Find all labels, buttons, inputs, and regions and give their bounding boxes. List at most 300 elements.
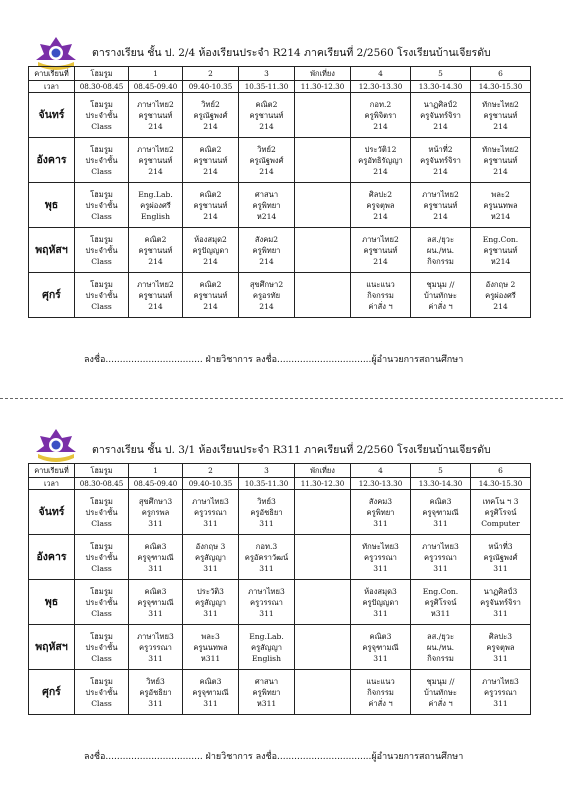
cell-line: ชุมนุม // [426, 279, 455, 289]
class-cell [129, 228, 183, 273]
cell-line: กิจกรรม [427, 653, 454, 663]
cell-line: ครูวรรณา [424, 552, 457, 562]
cell-line: 311 [259, 608, 274, 618]
cell-line: ประจำชั้น [85, 552, 118, 562]
cell-line: 311 [373, 608, 388, 618]
cell-line: 311 [148, 698, 163, 708]
cell-line: Class [91, 166, 112, 176]
class-cell [471, 535, 531, 580]
cell-line: ประวัติ3 [196, 586, 224, 596]
class-cell [75, 228, 129, 273]
day-name: จันทร์ [29, 490, 75, 535]
cell-line: ประจำชั้น [85, 200, 118, 210]
cell-line: ครูผ่องศรี [140, 200, 171, 210]
class-cell [471, 490, 531, 535]
day-row [29, 580, 531, 625]
cell-line: ประจำชั้น [85, 642, 118, 652]
cell-line: 214 [203, 121, 218, 131]
header-cell: พักเที่ยง [295, 67, 351, 81]
cell-line: กิจกรรม [367, 687, 394, 697]
day-name: จันทร์ [29, 93, 75, 138]
class-cell [239, 183, 295, 228]
cell-line: ประจำชั้น [85, 245, 118, 255]
cell-line: แนะแนว [366, 676, 395, 686]
time-cell: 08.45-09.40 [129, 81, 183, 93]
class-cell [351, 490, 411, 535]
cell-line: ทักษะไทย2 [482, 99, 519, 109]
time-cell: 08.30-08.45 [75, 478, 129, 490]
time-cell: 09.40-10.35 [183, 81, 239, 93]
header-row [29, 464, 531, 478]
cell-line: 311 [148, 563, 163, 573]
cell-line: ครูวรรณา [250, 597, 283, 607]
header-cell: 6 [471, 67, 531, 81]
class-cell [411, 535, 471, 580]
header-cell: 2 [183, 464, 239, 478]
cell-line: ครูนนทพล [483, 200, 518, 210]
cell-line: ครูจุฑามณี [422, 507, 459, 517]
time-cell: 14.30-15.30 [471, 478, 531, 490]
day-name: ศุกร์ [29, 273, 75, 318]
cell-line: สังคม3 [368, 496, 393, 506]
cell-line: 214 [493, 121, 508, 131]
header-cell: คาบเรียนที่ [29, 67, 75, 81]
class-cell [239, 625, 295, 670]
cell-line: 214 [148, 256, 163, 266]
cell-line: 311 [433, 518, 448, 528]
time-cell: เวลา [29, 81, 75, 93]
cell-line: คณิต3 [199, 676, 222, 686]
class-cell [75, 183, 129, 228]
cell-line: คณิต3 [369, 631, 392, 641]
cell-line: ค่าสั่ง ฯ [428, 301, 453, 311]
lunch-cell [295, 670, 351, 715]
cell-line: ห้องสมุด2 [194, 234, 227, 244]
class-cell [411, 670, 471, 715]
class-cell [411, 273, 471, 318]
cell-line: ทักษะไทย3 [362, 541, 399, 551]
cell-line: 214 [373, 211, 388, 221]
cell-line: วิทย์3 [257, 496, 276, 506]
cell-line: สังคม2 [254, 234, 279, 244]
cell-line: โฮมรูม [90, 586, 113, 596]
class-cell [351, 273, 411, 318]
class-cell [411, 228, 471, 273]
cell-line: คณิต2 [199, 144, 222, 154]
cell-line: 214 [433, 121, 448, 131]
cell-line: โฮมรูม [90, 99, 113, 109]
cell-line: นาฏศิลป์2 [423, 99, 458, 109]
cell-line: Class [91, 698, 112, 708]
cell-line: กิจกรรม [367, 290, 394, 300]
day-row [29, 273, 531, 318]
cell-line: 214 [373, 121, 388, 131]
cell-line: อังกฤษ 2 [485, 279, 516, 289]
class-cell [411, 580, 471, 625]
cell-line: Class [91, 653, 112, 663]
day-row [29, 93, 531, 138]
cell-line: ห311 [200, 653, 221, 663]
cell-line: สุขศึกษา3 [138, 496, 173, 506]
cell-line: ครูชานนท์ [193, 290, 228, 300]
header-cell: 2 [183, 67, 239, 81]
cell-line: อังกฤษ 3 [195, 541, 226, 551]
cell-line: 214 [148, 301, 163, 311]
cell-line: โฮมรูม [90, 234, 113, 244]
cell-line: ภาษาไทย2 [137, 144, 174, 154]
cell-line: 311 [493, 563, 508, 573]
cell-line: 311 [493, 698, 508, 708]
cell-line: ครูสัญญา [195, 597, 226, 607]
cell-line: ครูจุฑามณี [137, 552, 174, 562]
cell-line: ครูอัชธิยา [250, 507, 283, 517]
cell-line: วิทย์2 [201, 99, 220, 109]
class-cell [129, 670, 183, 715]
class-cell [411, 93, 471, 138]
cell-line: 214 [433, 211, 448, 221]
time-cell: 11.30-12.30 [295, 81, 351, 93]
cell-line: ครูชานนท์ [138, 290, 173, 300]
cell-line: โฮมรูม [90, 279, 113, 289]
time-cell: 13.30-14.30 [411, 81, 471, 93]
class-cell [129, 580, 183, 625]
cell-line: ลส./ยุวะ [426, 234, 455, 244]
cell-line: นาฏศิลป์3 [483, 586, 518, 596]
class-cell [183, 490, 239, 535]
cell-line: พละ3 [201, 631, 220, 641]
cell-line: บ้านทักษะ [424, 687, 457, 697]
cell-line: ครูจันทร์จิรา [420, 155, 461, 165]
cell-line: โฮมรูม [90, 144, 113, 154]
class-cell [129, 490, 183, 535]
cell-line: ครูจันทร์จิรา [420, 110, 461, 120]
cell-line: 311 [373, 563, 388, 573]
cell-line: ค่าสั่ง ฯ [368, 698, 393, 708]
cell-line: ครูชานนท์ [483, 110, 518, 120]
day-name: พุธ [29, 580, 75, 625]
class-cell [351, 625, 411, 670]
cell-line: หน้าที่3 [488, 541, 513, 551]
cell-line: ครูชานนท์ [249, 110, 284, 120]
cell-line: Eng.Con. [422, 586, 459, 596]
cell-line: ค่าสั่ง ฯ [368, 301, 393, 311]
class-cell [351, 535, 411, 580]
cell-line: ภาษาไทย2 [422, 189, 459, 199]
class-cell [183, 625, 239, 670]
cell-line: ครูชานนท์ [483, 155, 518, 165]
cell-line: คณิต2 [255, 99, 278, 109]
class-cell [239, 670, 295, 715]
header-cell: โฮมรูม [75, 67, 129, 81]
time-cell: 08.45-09.40 [129, 478, 183, 490]
cell-line: ครูศิโรจน์ [424, 597, 457, 607]
cell-line: 311 [259, 518, 274, 528]
day-name: อังคาร [29, 138, 75, 183]
cell-line: 214 [493, 301, 508, 311]
cell-line: 214 [148, 166, 163, 176]
cell-line: ประจำชั้น [85, 597, 118, 607]
cell-line: ครูชานนท์ [193, 200, 228, 210]
cell-line: 311 [148, 518, 163, 528]
cell-line: ห214 [490, 211, 511, 221]
cell-line: โฮมรูม [90, 189, 113, 199]
cell-line: Computer [481, 518, 520, 528]
time-row [29, 478, 531, 490]
time-cell: เวลา [29, 478, 75, 490]
class-cell [471, 138, 531, 183]
cell-line: คณิต2 [199, 189, 222, 199]
cell-line: ศาสนา [254, 189, 279, 199]
day-name: พฤหัสฯ [29, 625, 75, 670]
cell-line: 214 [373, 166, 388, 176]
class-cell [129, 273, 183, 318]
lunch-cell [295, 273, 351, 318]
class-cell [75, 580, 129, 625]
cell-line: 214 [259, 256, 274, 266]
class-cell [471, 93, 531, 138]
cell-line: Class [91, 563, 112, 573]
class-cell [411, 183, 471, 228]
class-cell [129, 535, 183, 580]
time-cell: 12.30-13.30 [351, 478, 411, 490]
cell-line: วิทย์2 [257, 144, 276, 154]
timetable [28, 463, 531, 715]
cell-line: พละ2 [491, 189, 510, 199]
lunch-cell [295, 625, 351, 670]
header-row [29, 67, 531, 81]
cell-line: ภาษาไทย3 [482, 676, 519, 686]
class-cell [129, 93, 183, 138]
page-divider [0, 398, 563, 399]
cell-line: ครูพิทยา [366, 507, 395, 517]
cell-line: Class [91, 518, 112, 528]
cell-line: ภาษาไทย2 [137, 99, 174, 109]
lunch-cell [295, 535, 351, 580]
cell-line: ห214 [256, 211, 277, 221]
cell-line: ภาษาไทย3 [192, 496, 229, 506]
cell-line: ครูวรรณา [139, 642, 172, 652]
day-row [29, 625, 531, 670]
header-cell: 4 [351, 464, 411, 478]
class-cell [239, 273, 295, 318]
cell-line: บ้านทักษะ [424, 290, 457, 300]
class-cell [351, 580, 411, 625]
cell-line: ศาสนา [254, 676, 279, 686]
cell-line: ครูพิทยา [252, 200, 281, 210]
cell-line: ครูพิทยา [252, 687, 281, 697]
class-cell [411, 138, 471, 183]
cell-line: ครูณัฐพงศ์ [249, 155, 284, 165]
cell-line: ครูวรรณา [364, 552, 397, 562]
class-cell [239, 580, 295, 625]
cell-line: 311 [203, 563, 218, 573]
class-cell [411, 490, 471, 535]
lunch-cell [295, 93, 351, 138]
class-cell [351, 183, 411, 228]
cell-line: ศิลปะ3 [488, 631, 513, 641]
cell-line: ครูอรทัย [252, 290, 281, 300]
timetable [28, 66, 531, 318]
cell-line: ครูณัฐพงศ์ [483, 552, 518, 562]
class-cell [471, 273, 531, 318]
cell-line: 214 [373, 256, 388, 266]
cell-line: ครูจุฑามณี [137, 597, 174, 607]
class-cell [471, 580, 531, 625]
cell-line: 311 [493, 608, 508, 618]
cell-line: ครูสัญญา [251, 642, 282, 652]
cell-line: ภาษาไทย3 [422, 541, 459, 551]
cell-line: 311 [203, 608, 218, 618]
cell-line: ประวัติ12 [364, 144, 397, 154]
cell-line: วิทย์3 [146, 676, 165, 686]
cell-line: 214 [203, 301, 218, 311]
cell-line: ครูพิทยา [252, 245, 281, 255]
cell-line: 214 [203, 256, 218, 266]
class-cell [471, 183, 531, 228]
cell-line: ครูอัคราวัฒน์ [244, 552, 289, 562]
cell-line: คณิต2 [144, 234, 167, 244]
day-row [29, 228, 531, 273]
cell-line: Class [91, 301, 112, 311]
cell-line: Eng.Con. [482, 234, 519, 244]
class-cell [239, 93, 295, 138]
cell-line: โฮมรูม [90, 541, 113, 551]
cell-line: ครูจตุพล [366, 200, 395, 210]
cell-line: 214 [259, 301, 274, 311]
header-cell: 3 [239, 464, 295, 478]
cell-line: Class [91, 256, 112, 266]
cell-line: ครูชานนท์ [483, 245, 518, 255]
schedule-title: ตารางเรียน ชั้น ป. 2/4 ห้องเรียนประจำ R214 ภาคเรียนที่ 2/2560 โรงเรียนบ้านเจียรดับ [92, 47, 491, 59]
cell-line: ทักษะไทย2 [482, 144, 519, 154]
class-cell [129, 183, 183, 228]
lunch-cell [295, 228, 351, 273]
header-cell: 5 [411, 67, 471, 81]
cell-line: 311 [373, 653, 388, 663]
cell-line: ประจำชั้น [85, 155, 118, 165]
cell-line: 214 [259, 121, 274, 131]
class-cell [75, 670, 129, 715]
cell-line: โฮมรูม [90, 631, 113, 641]
school-logo [32, 426, 80, 466]
class-cell [183, 138, 239, 183]
cell-line: ครูวรรณา [484, 687, 517, 697]
cell-line: ครูจุฑามณี [192, 687, 229, 697]
header-cell: 1 [129, 464, 183, 478]
cell-line: คณิต3 [429, 496, 452, 506]
cell-line: ครูชานนท์ [138, 155, 173, 165]
time-row [29, 81, 531, 93]
cell-line: ครูชานนท์ [138, 110, 173, 120]
cell-line: 311 [259, 563, 274, 573]
header-cell: คาบเรียนที่ [29, 464, 75, 478]
cell-line: ครูอัชธิยา [139, 687, 172, 697]
cell-line: ประจำชั้น [85, 687, 118, 697]
class-cell [239, 490, 295, 535]
cell-line: ครูนนทพล [193, 642, 228, 652]
cell-line: ครูกรพล [141, 507, 170, 517]
time-cell: 12.30-13.30 [351, 81, 411, 93]
schedule-title: ตารางเรียน ชั้น ป. 3/1 ห้องเรียนประจำ R311 ภาคเรียนที่ 2/2560 โรงเรียนบ้านเจียรดับ [92, 444, 491, 456]
cell-line: ครูวรรณา [194, 507, 227, 517]
class-cell [239, 228, 295, 273]
time-cell: 11.30-12.30 [295, 478, 351, 490]
cell-line: ครูจันทร์จิรา [480, 597, 521, 607]
day-name: อังคาร [29, 535, 75, 580]
cell-line: ศิลปะ2 [368, 189, 393, 199]
class-cell [183, 580, 239, 625]
class-cell [239, 138, 295, 183]
cell-line: ผน./ทน. [426, 245, 455, 255]
cell-line: ภาษาไทย2 [362, 234, 399, 244]
lunch-cell [295, 138, 351, 183]
cell-line: ครูชานนท์ [363, 245, 398, 255]
class-cell [75, 535, 129, 580]
class-cell [183, 273, 239, 318]
cell-line: กอท.3 [255, 541, 278, 551]
cell-line: 214 [203, 211, 218, 221]
cell-line: เทคโน ฯ 3 [482, 496, 519, 506]
cell-line: ครูอัทธิรัญญา [358, 155, 403, 165]
cell-line: 214 [203, 166, 218, 176]
cell-line: ประจำชั้น [85, 290, 118, 300]
cell-line: ครูชานนท์ [423, 200, 458, 210]
cell-line: ประจำชั้น [85, 507, 118, 517]
cell-line: ภาษาไทย3 [137, 631, 174, 641]
cell-line: 311 [373, 518, 388, 528]
class-cell [471, 228, 531, 273]
time-cell: 13.30-14.30 [411, 478, 471, 490]
day-row [29, 535, 531, 580]
cell-line: 214 [148, 121, 163, 131]
class-cell [183, 93, 239, 138]
cell-line: โฮมรูม [90, 496, 113, 506]
lunch-cell [295, 183, 351, 228]
cell-line: ห214 [490, 256, 511, 266]
day-row [29, 670, 531, 715]
class-cell [351, 93, 411, 138]
class-cell [351, 228, 411, 273]
cell-line: ครูปัญญดา [362, 597, 399, 607]
class-cell [75, 490, 129, 535]
cell-line: คณิต3 [144, 541, 167, 551]
header-cell: 5 [411, 464, 471, 478]
cell-line: กอท.2 [369, 99, 392, 109]
cell-line: Class [91, 608, 112, 618]
cell-line: ห311 [430, 608, 451, 618]
day-name: พฤหัสฯ [29, 228, 75, 273]
cell-line: ครูพิจิตรา [364, 110, 397, 120]
cell-line: ครูศิโรจน์ [484, 507, 517, 517]
header-cell: 4 [351, 67, 411, 81]
day-row [29, 490, 531, 535]
cell-line: ครูชานนท์ [193, 155, 228, 165]
cell-line: ภาษาไทย2 [137, 279, 174, 289]
header-cell: 3 [239, 67, 295, 81]
cell-line: Eng.Lab. [138, 189, 173, 199]
cell-line: ผน./ทน. [426, 642, 455, 652]
cell-line: 214 [493, 166, 508, 176]
cell-line: 311 [433, 563, 448, 573]
class-cell [471, 670, 531, 715]
day-name: ศุกร์ [29, 670, 75, 715]
cell-line: ชุมนุม // [426, 676, 455, 686]
cell-line: ครูสัญญา [195, 552, 226, 562]
cell-line: คณิต3 [144, 586, 167, 596]
time-cell: 10.35-11.30 [239, 81, 295, 93]
cell-line: ครูปัญญดา [192, 245, 229, 255]
class-cell [471, 625, 531, 670]
